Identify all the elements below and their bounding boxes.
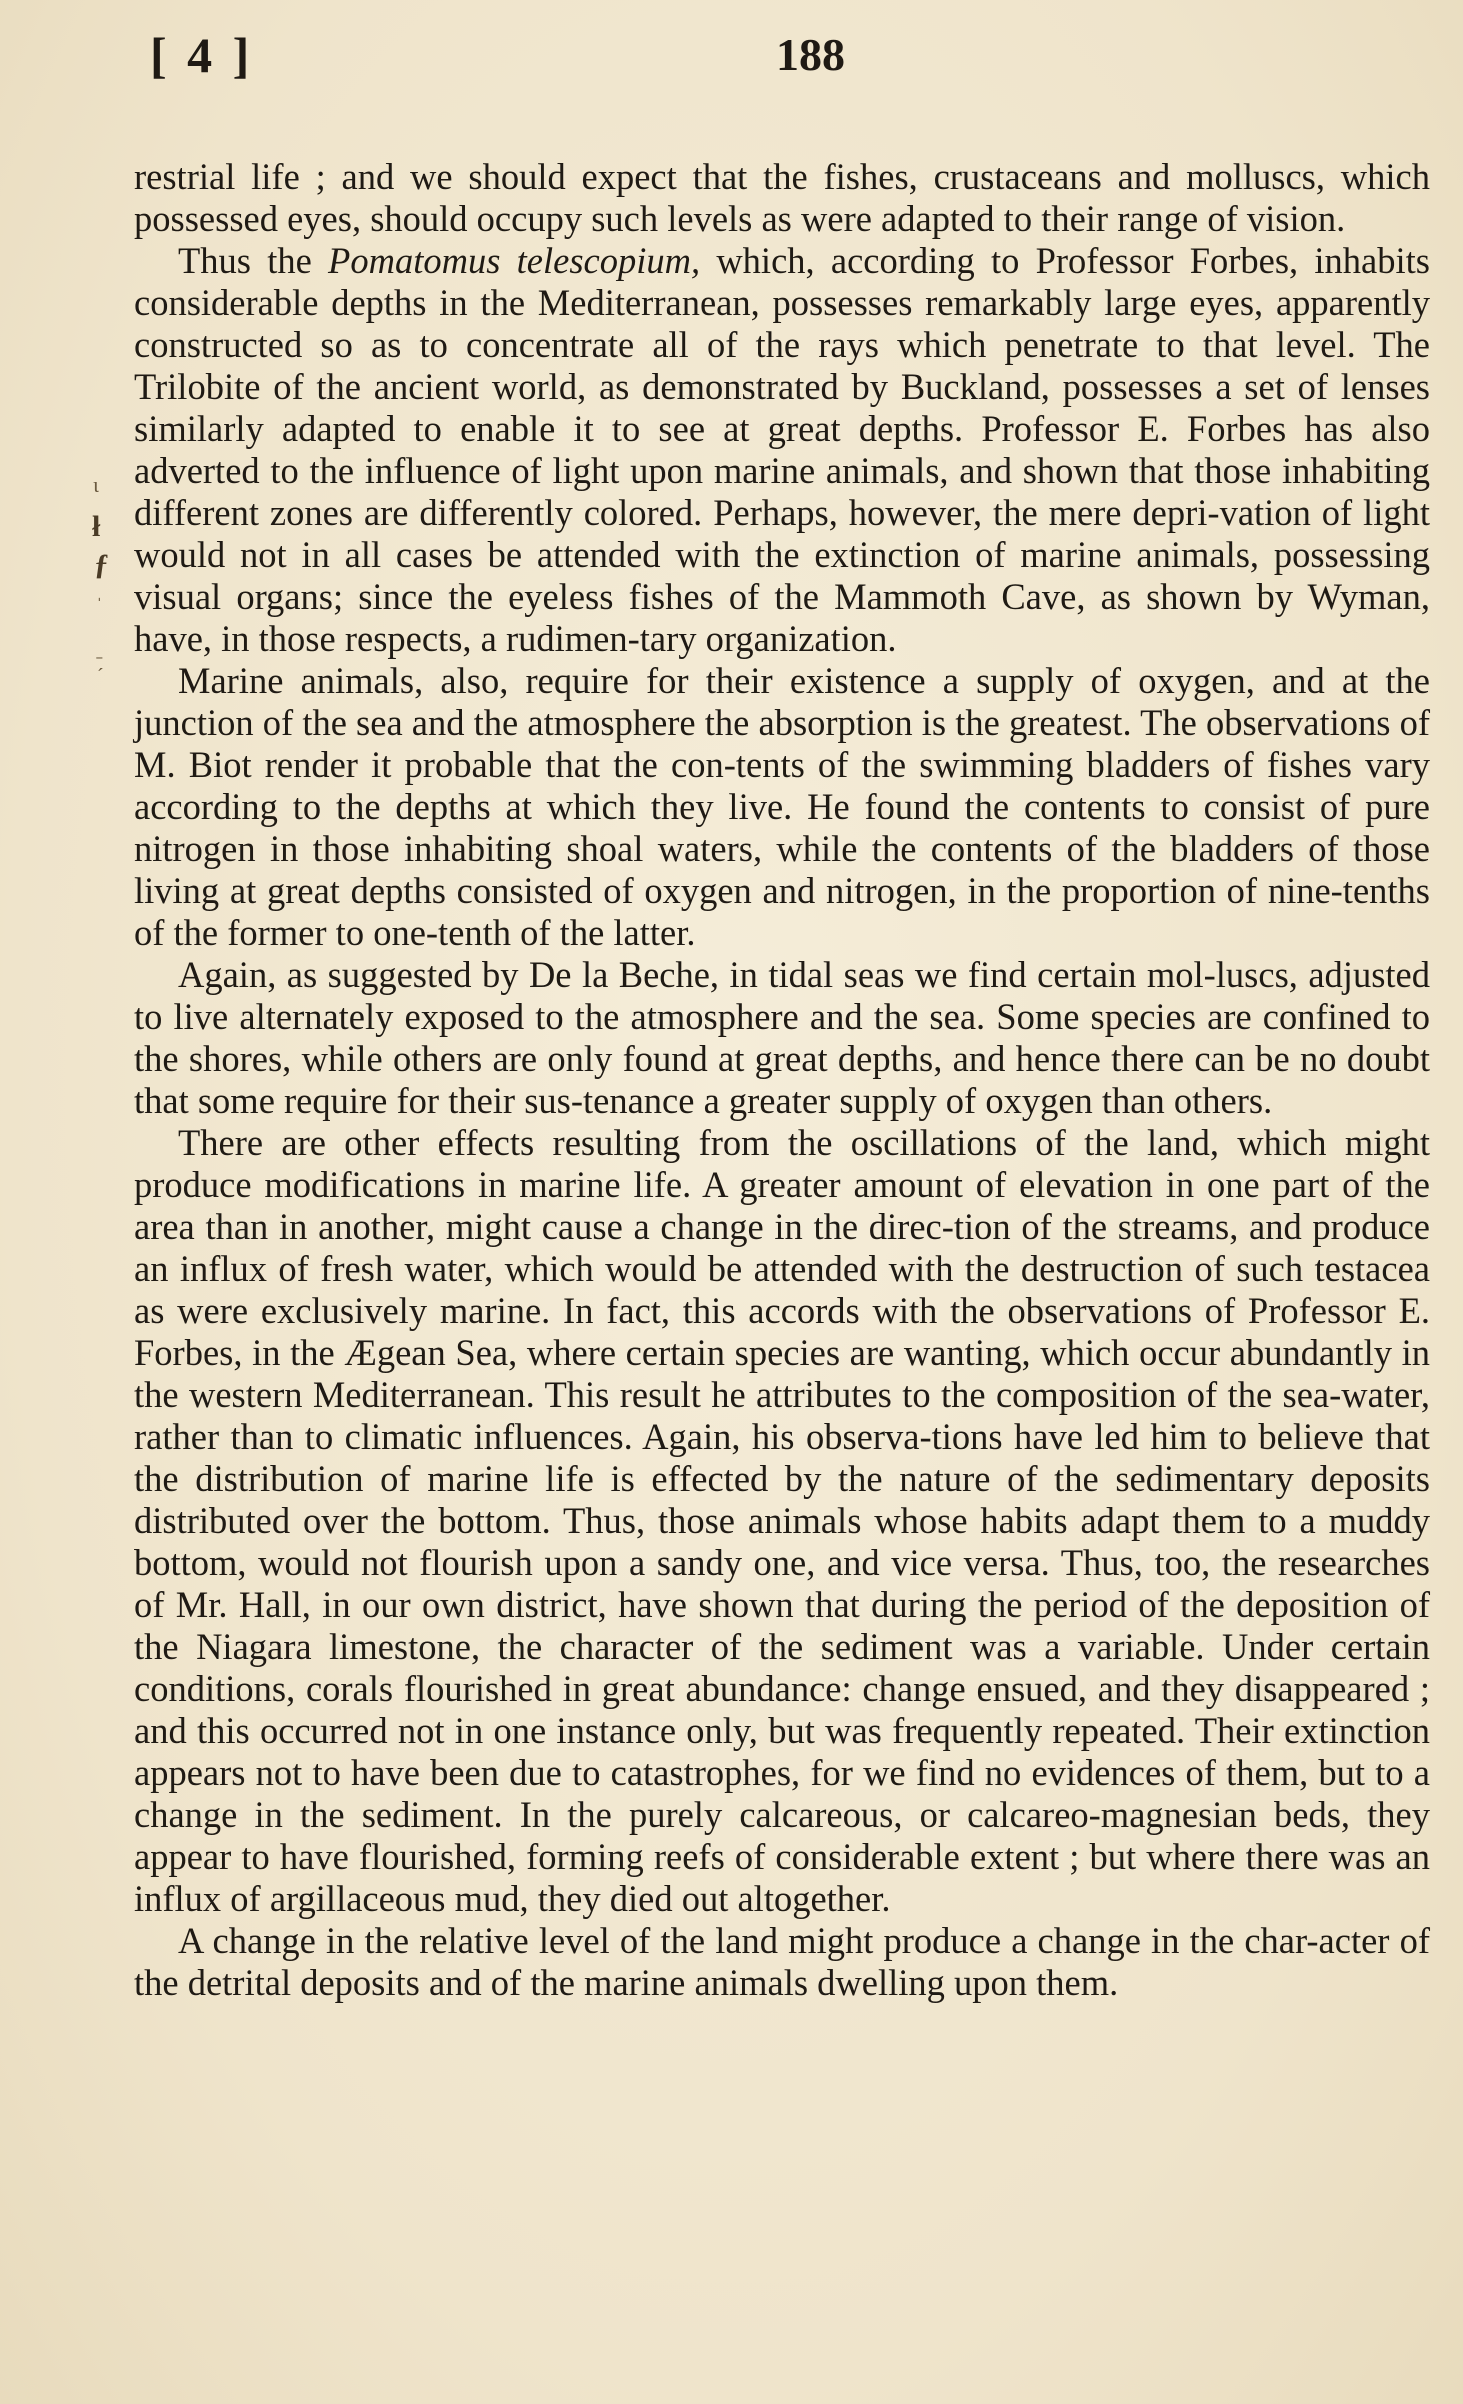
- paragraph-text: Thus the: [178, 240, 329, 281]
- page-header: [150, 26, 1430, 96]
- paragraph-text: which, according to Professor Forbes, inhabits considerable depths in the Mediterranean, possesses remarkably large eyes, apparently constructed so as to concentrate all of the rays which penetrate to that level. The Trilobite of the ancient world, as demonstrated by Buckland, possesses a set of lenses similarly adapted to enable it to see at great depths. Professor E. Forbes has also adverted to the influence of light upon marine animals, and shown that those inhabiting different zones are differently colored. Perhaps, however, the mere depri-vation of light would not in all cases be attended with the extinction of marine animals, possessing visual organs; since the eyeless fishes of the Mammoth Cave, as shown by Wyman, have, in those respects, a rudimen-tary organization.: [134, 240, 1430, 659]
- paragraph: There are other effects resulting from the oscillations of the land, which might produce modifications in marine life. A greater amount of elevation in one part of the area than in another, might cause a change in the direc-tion of the streams, and produce an influx of fresh water, which would be attended with the destruction of such testacea as were exclusively marine. In fact, this accords with the observations of Professor E. Forbes, in the Ægean Sea, where certain species are wanting, which occur abundantly in the western Mediterranean. This result he attributes to the composition of the sea-water, rather than to climatic influences. Again, his observa-tions have led him to believe that the distribution of marine life is effected by the nature of the sedimentary deposits distributed over the bottom. Thus, those animals whose habits adapt them to a muddy bottom, would not flourish upon a sandy one, and vice versa. Thus, too, the researches of Mr. Hall, in our own district, have shown that during the period of the deposition of the Niagara limestone, the character of the sediment was a variable. Under certain conditions, corals flourished in great abundance: change ensued, and they disappeared ; and this occurred not in one instance only, but was frequently repeated. Their extinction appears not to have been due to catastrophes, for we find no evidences of them, but to a change in the sediment. In the purely calcareous, or calcareo-magnesian beds, they appear to have flourished, forming reefs of considerable extent ; but where there was an influx of argillaceous mud, they died out altogether.: [134, 1122, 1430, 1919]
- margin-mark: ˈ: [96, 595, 103, 617]
- paragraph: [134, 240, 1430, 660]
- paragraph: Again, as suggested by De la Beche, in tidal seas we find certain mol-luscs, adjusted to live alternately exposed to the atmosphere and the sea. Some species are confined to the shores, while others are only found at great depths, and hence there can be no doubt that some require for their sus-tenance a greater supply of oxygen than others.: [134, 954, 1430, 1121]
- margin-mark: ι: [93, 472, 99, 497]
- species-name: Pomatomus telescopium,: [328, 240, 701, 281]
- paragraph: A change in the relative level of the land might produce a change in the char-acter of the detrital deposits and of the marine animals dwelling upon them.: [134, 1920, 1430, 2003]
- body-text: [134, 156, 1430, 2004]
- page-number: 188: [776, 29, 845, 80]
- margin-mark: ł: [92, 510, 101, 543]
- signature-mark: [ 4 ]: [150, 27, 254, 83]
- paragraph: restrial life ; and we should expect that the fishes, crustaceans and molluscs, which possessed eyes, should occupy such levels as were adapted to their range of vision.: [134, 156, 1430, 239]
- paragraph: Marine animals, also, require for their existence a supply of oxygen, and at the junction of the sea and the atmosphere the absorption is the greatest. The observations of M. Biot render it probable that the con-tents of the swimming bladders of fishes vary according to the depths at which they live. He found the contents to consist of pure nitrogen in those inhabiting shoal waters, while the contents of the bladders of those living at great depths consisted of oxygen and nitrogen, in the proportion of nine-tenths of the former to one-tenth of the latter.: [134, 660, 1430, 953]
- margin-mark: ˊ: [97, 665, 104, 687]
- margin-mark: ˗: [96, 645, 103, 667]
- margin-mark: ƒ: [94, 548, 109, 581]
